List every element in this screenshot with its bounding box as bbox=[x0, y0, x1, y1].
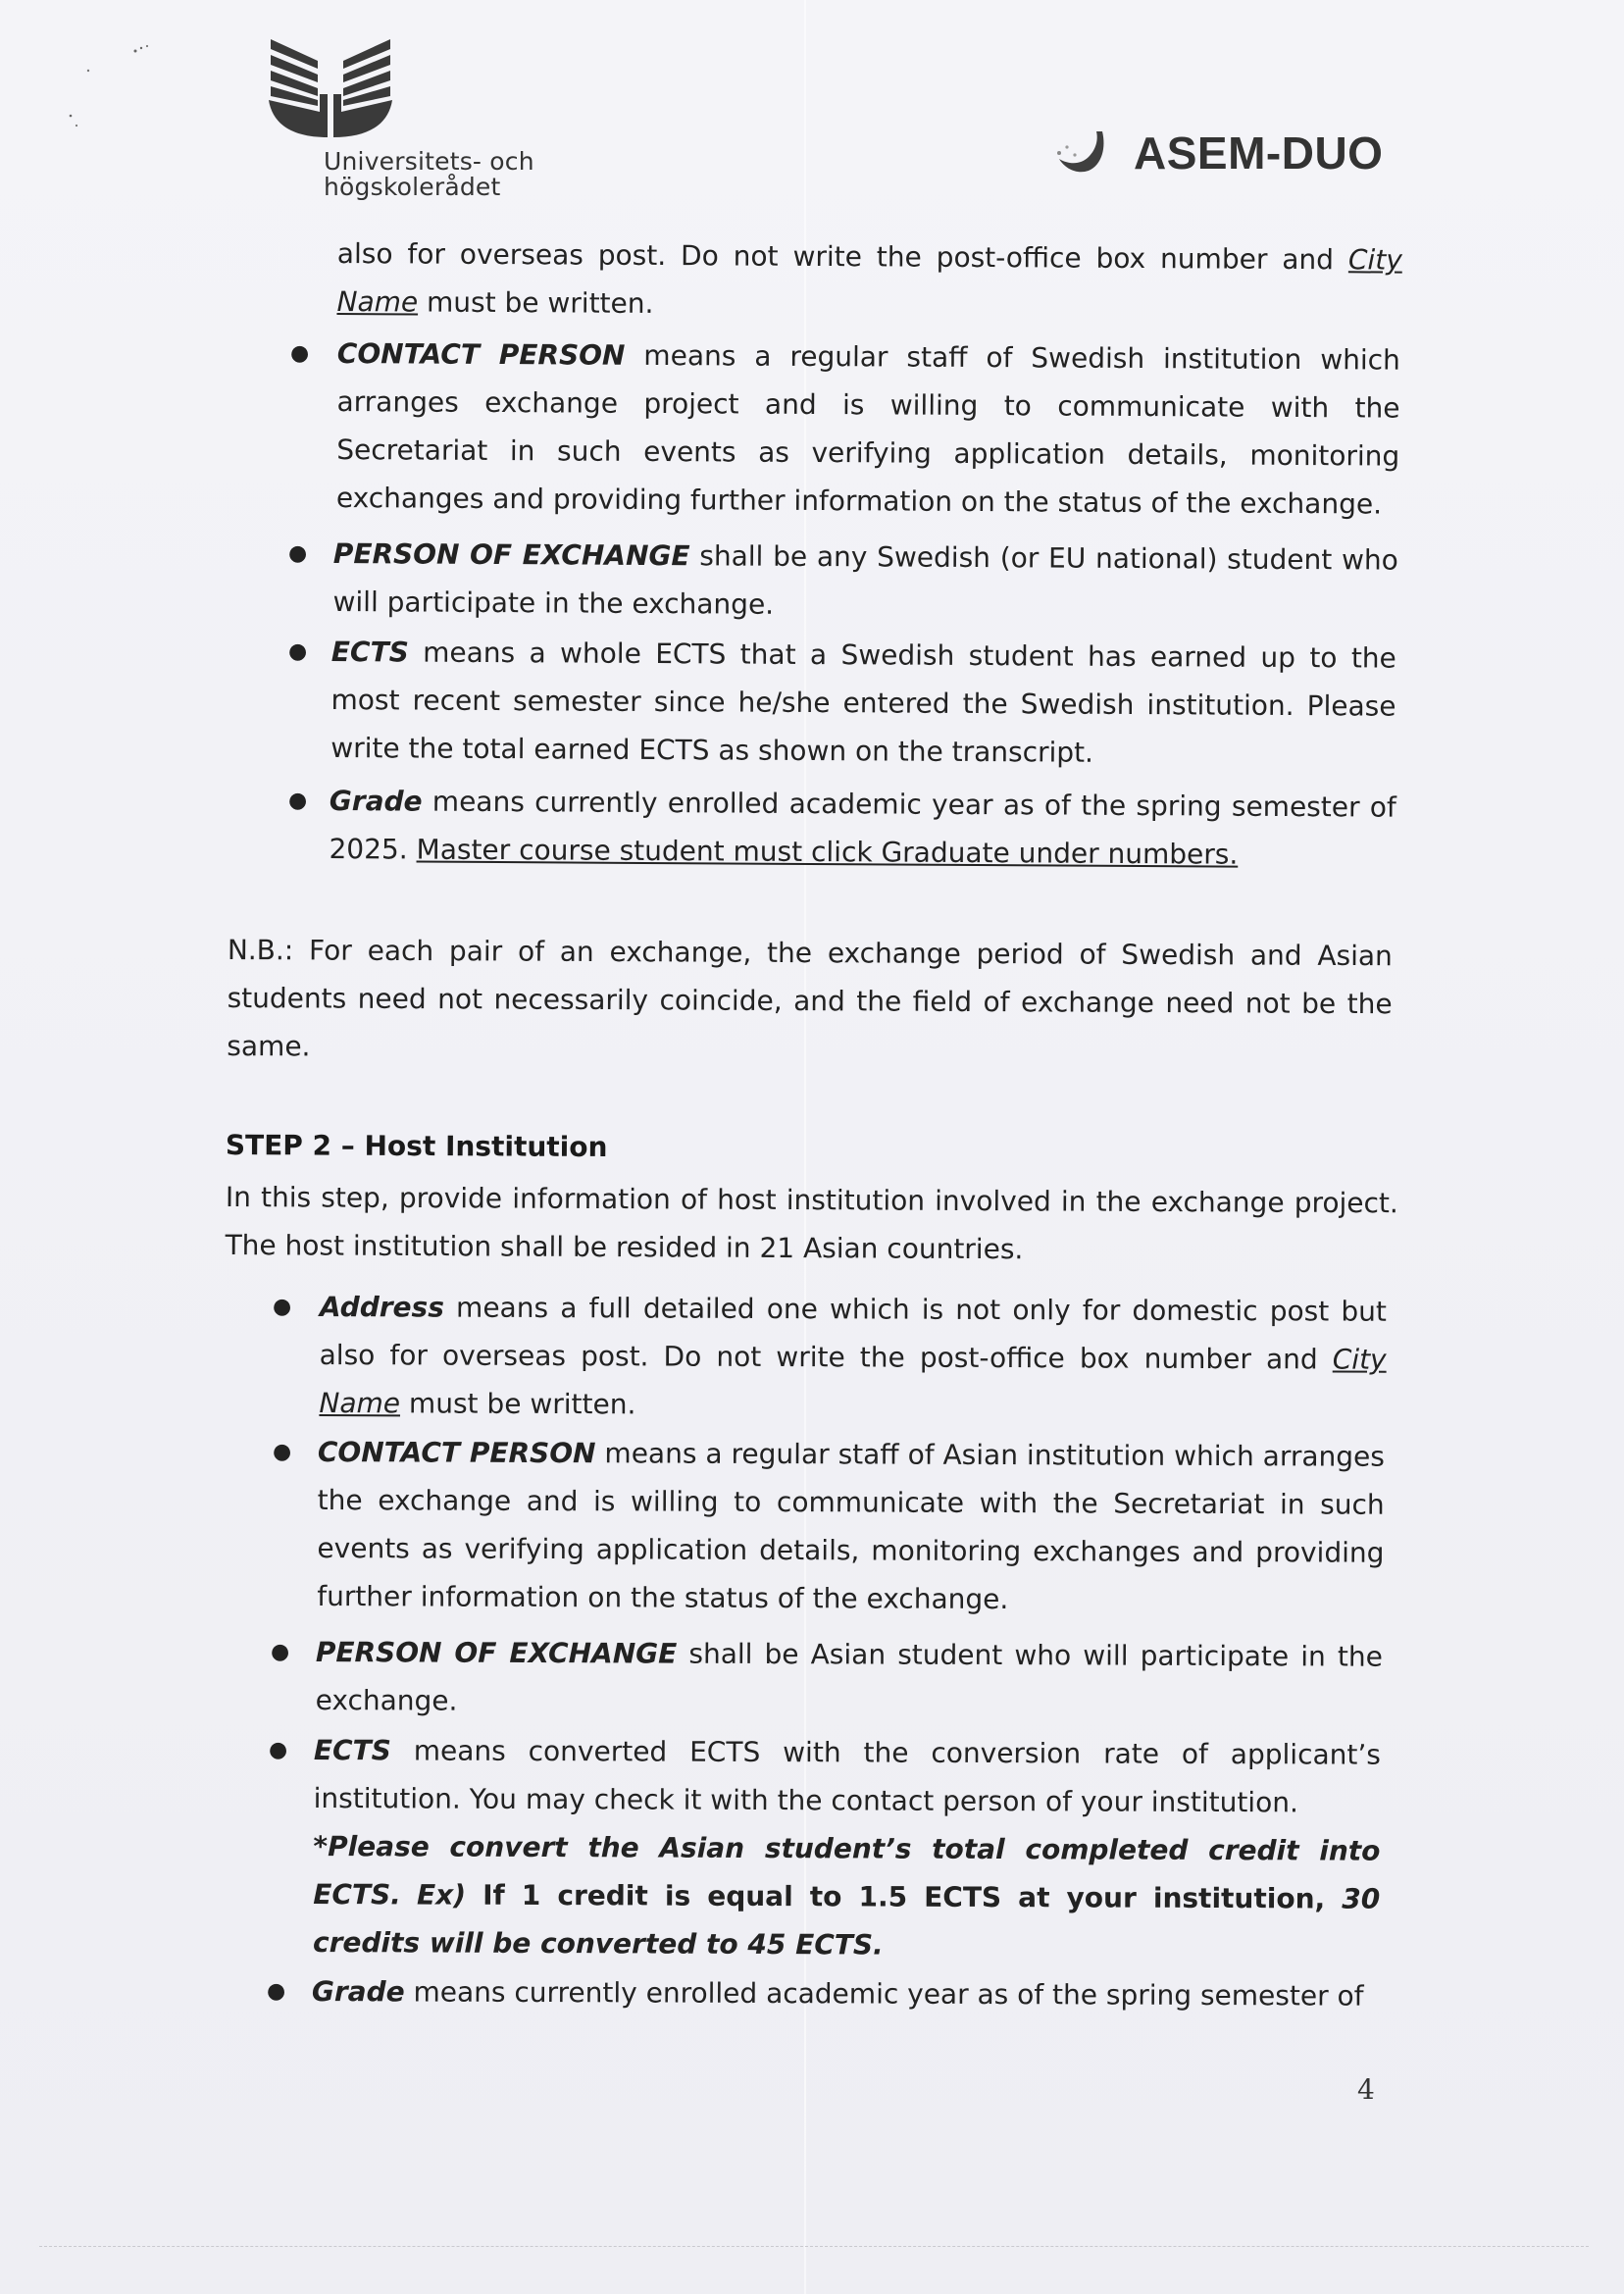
address-tail-name: Name bbox=[336, 284, 419, 319]
step2-ects-note-2: If 1 credit is equal to 1.5 ECTS at your institution, bbox=[465, 1878, 1343, 1915]
step2-contact-person-item bbox=[317, 1428, 1385, 1625]
page-number: 4 bbox=[1357, 2073, 1375, 2106]
step2-ects-item bbox=[313, 1726, 1381, 1971]
address-tail-text-1: also for overseas post. Do not write the post-office box number and bbox=[336, 236, 1349, 277]
step2-grade-text: means currently enrolled academic year as of the spring semester of bbox=[404, 1975, 1364, 2013]
step1-grade-term: Grade bbox=[329, 784, 423, 818]
step2-ects-term: ECTS bbox=[313, 1733, 391, 1767]
step2-person-of-exchange-item bbox=[316, 1628, 1383, 1729]
step2-contact-person-term: CONTACT PERSON bbox=[317, 1435, 596, 1470]
step1-ects-item bbox=[330, 628, 1396, 779]
step2-address-text-2: must be written. bbox=[400, 1387, 636, 1421]
step2-address-text-1: means a full detailed one which is not only for domestic post but also for overseas post. Do not write the post-office box number and bbox=[319, 1291, 1387, 1376]
step1-ects-term: ECTS bbox=[330, 635, 409, 669]
bullet-marker: ● bbox=[288, 789, 308, 813]
step1-person-text: shall be any Swedish (or EU national) student who will participate in the exchange. bbox=[332, 539, 1398, 621]
uhr-name-line2: högskolerådet bbox=[324, 173, 501, 201]
step2-grade-item bbox=[312, 1967, 1381, 2020]
address-tail-city: City bbox=[1347, 243, 1402, 277]
step1-grade-item bbox=[329, 777, 1396, 880]
step1-grade-underlined: Master course student must click Graduate under numbers. bbox=[416, 833, 1239, 871]
step2-address-item bbox=[319, 1283, 1387, 1432]
step2-ects-note-1: *Please convert the Asian student’s total completed credit into ECTS. bbox=[313, 1829, 1381, 1912]
step1-person-of-exchange-item bbox=[332, 530, 1398, 633]
step2-person-term: PERSON OF EXCHANGE bbox=[315, 1635, 678, 1670]
bullet-marker: ● bbox=[269, 1738, 288, 1762]
step2-intro: In this step, provide information of host institution involved in the exchange project. The host institution shall be resided in 21 Asian countries. bbox=[225, 1180, 1398, 1266]
step2-heading: STEP 2 – Host Institution bbox=[225, 1129, 608, 1164]
step1-contact-person-item bbox=[336, 330, 1400, 529]
uhr-name-line1: Universitets- och bbox=[324, 147, 534, 176]
step2-address-city: City bbox=[1332, 1343, 1387, 1376]
step2-address-name: Name bbox=[319, 1386, 401, 1420]
step2-ects-note-ex: Ex) bbox=[417, 1878, 467, 1912]
step1-person-term: PERSON OF EXCHANGE bbox=[332, 536, 690, 573]
bullet-marker: ● bbox=[288, 639, 308, 664]
step1-address-continued bbox=[336, 229, 1402, 332]
bullet-marker: ● bbox=[290, 341, 310, 366]
address-tail-text-2: must be written. bbox=[418, 285, 654, 320]
bullet-marker: ● bbox=[273, 1295, 292, 1319]
step2-ects-text: means converted ECTS with the conversion rate of applicant’s institution. You may check it with the contact person of your institution. bbox=[313, 1734, 1381, 1819]
step2-contact-person-text: means a regular staff of Asian institution which arranges the exchange and is willing to communicate with the Secretariat in such events as verifying application details, monitoring exchanges and providing further information on the status of the exchange. bbox=[317, 1437, 1385, 1616]
step1-contact-person-term: CONTACT PERSON bbox=[336, 336, 626, 372]
nb-paragraph: N.B.: For each pair of an exchange, the exchange period of Swedish and Asian students need not necessarily coincide, and the field of exchange need not be the same. bbox=[227, 933, 1393, 1063]
step2-person-text: shall be Asian student who will participate in the exchange. bbox=[315, 1637, 1383, 1717]
step2-address-term: Address bbox=[319, 1290, 444, 1324]
step1-ects-text: means a whole ECTS that a Swedish student has earned up to the most recent semester since he/she entered the Swedish institution. Please write the total earned ECTS as shown on the transcript. bbox=[330, 636, 1396, 769]
bullet-marker: ● bbox=[267, 1979, 286, 2004]
step1-contact-person-text: means a regular staff of Swedish institution which arranges exchange project and is willing to communicate with the Secretariat in such events as verifying application details, monitoring exchanges and providing further information on the status of the exchange. bbox=[335, 338, 1400, 521]
step2-grade-term: Grade bbox=[311, 1974, 405, 2009]
bullet-marker: ● bbox=[288, 541, 308, 566]
bullet-marker: ● bbox=[273, 1440, 292, 1464]
asem-duo-title: ASEM-DUO bbox=[1134, 127, 1384, 178]
step2-ects-note-3: 30 credits will be converted to 45 ECTS. bbox=[312, 1882, 1381, 1962]
bullet-marker: ● bbox=[271, 1640, 290, 1664]
step1-grade-text: means currently enrolled academic year as of the spring semester of 2025. bbox=[329, 785, 1396, 866]
